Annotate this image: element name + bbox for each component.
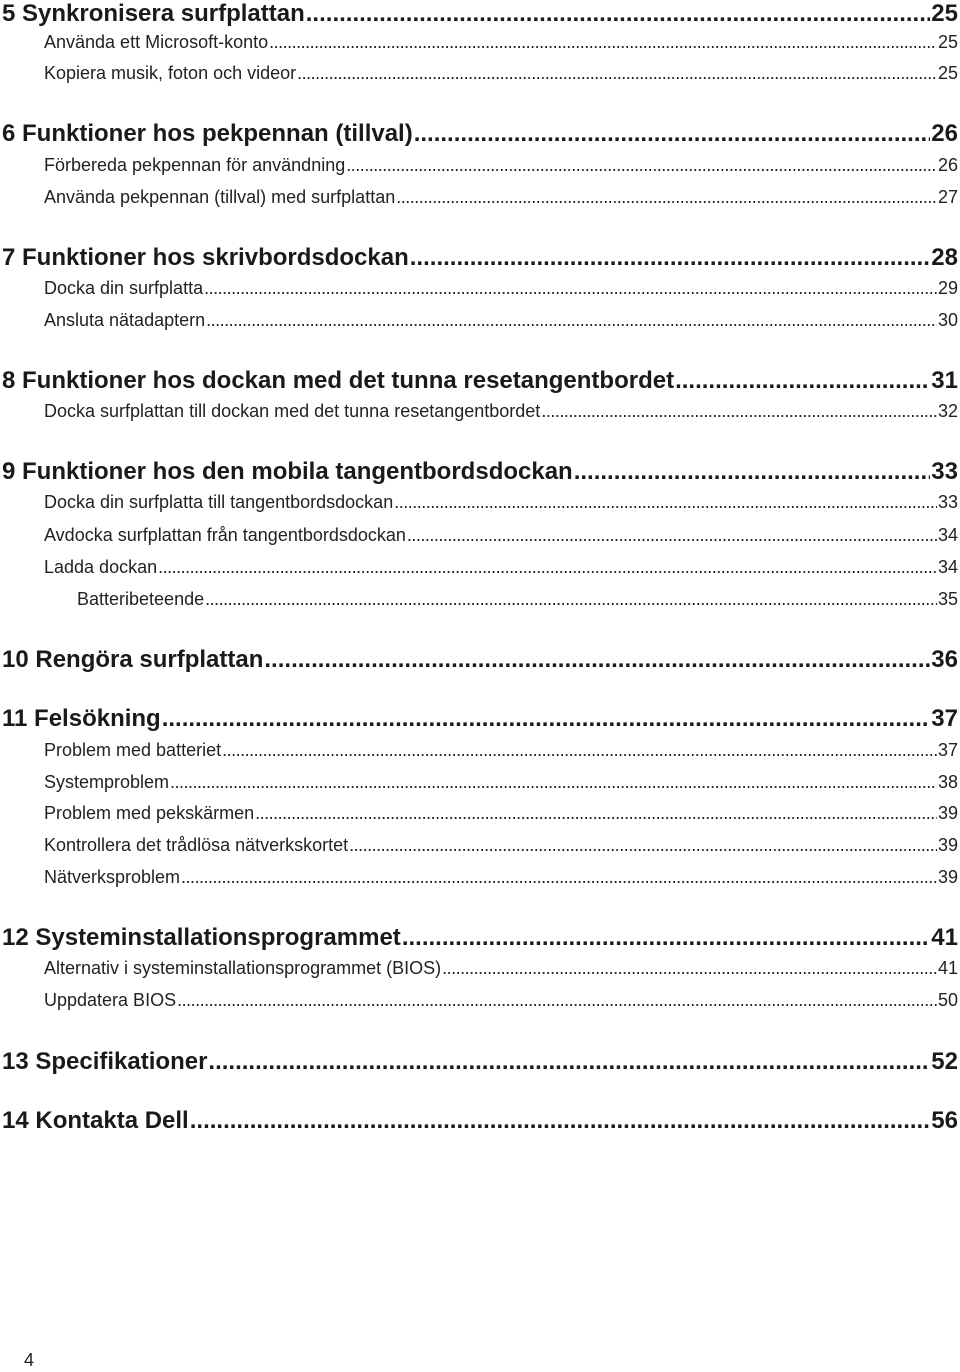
toc-dot-leader <box>255 803 937 824</box>
toc-entry-title: Förbereda pekpennan för användning <box>44 155 346 175</box>
toc-entry-title: Docka surfplattan till dockan med det tunna resetangentbordet <box>44 401 541 421</box>
toc-entry-page: 33 <box>931 458 958 485</box>
toc-dot-leader <box>410 244 931 272</box>
toc-entry-title: 13 Specifikationer <box>2 1048 208 1075</box>
toc-entry-title: 11 Felsökning <box>2 705 161 732</box>
toc-entry-title: Kontrollera det trådlösa nätverkskortet <box>44 835 349 855</box>
toc-entry-title: Alternativ i systeminstallationsprogrammet (BIOS) <box>44 958 442 978</box>
toc-entry-page: 29 <box>937 278 958 298</box>
toc-entry-title: Använda ett Microsoft-konto <box>44 32 269 52</box>
toc-entry-title: Problem med batteriet <box>44 740 222 760</box>
toc-entry-section[interactable] <box>0 525 960 546</box>
toc-entry-page: 52 <box>931 1048 958 1075</box>
toc-entry-chapter[interactable] <box>0 1048 960 1076</box>
toc-entry-section[interactable] <box>0 803 960 824</box>
toc-entry-section[interactable] <box>0 772 960 793</box>
toc-entry-page: 41 <box>931 924 958 951</box>
toc-entry-page: 37 <box>931 705 958 732</box>
toc-entry-section[interactable] <box>0 835 960 856</box>
toc-dot-leader <box>208 1048 930 1076</box>
toc-entry-section[interactable] <box>0 187 960 208</box>
toc-entry-page: 33 <box>937 492 958 512</box>
toc-entry-chapter[interactable] <box>0 646 960 674</box>
toc-dot-leader <box>306 0 931 28</box>
toc-entry-section[interactable] <box>0 958 960 979</box>
toc-entry-title: 6 Funktioner hos pekpennan (tillval) <box>2 120 413 147</box>
toc-entry-page: 56 <box>931 1107 958 1134</box>
toc-entry-section[interactable] <box>0 63 960 84</box>
toc-entry-chapter[interactable] <box>0 244 960 272</box>
toc-entry-title: 8 Funktioner hos dockan med det tunna resetangentbordet <box>2 367 675 394</box>
toc-entry-title: Ladda dockan <box>44 557 158 577</box>
toc-entry-chapter[interactable] <box>0 367 960 395</box>
toc-entry-section[interactable] <box>0 155 960 176</box>
toc-dot-leader <box>222 740 937 761</box>
toc-dot-leader <box>349 835 937 856</box>
toc-entry-section[interactable] <box>0 557 960 578</box>
toc-entry-title: 9 Funktioner hos den mobila tangentbordsdockan <box>2 458 573 485</box>
toc-entry-title: Avdocka surfplattan från tangentbordsdockan <box>44 525 406 545</box>
toc-entry-title: 12 Systeminstallationsprogrammet <box>2 924 401 951</box>
toc-entry-page: 30 <box>937 310 958 330</box>
toc-entry-section[interactable] <box>0 32 960 53</box>
toc-dot-leader <box>190 1107 931 1135</box>
toc-entry-page: 25 <box>931 0 958 27</box>
toc-entry-page: 38 <box>937 772 958 792</box>
toc-entry-section[interactable] <box>0 740 960 761</box>
toc-entry-title: 7 Funktioner hos skrivbordsdockan <box>2 244 409 271</box>
toc-entry-page: 25 <box>937 32 958 52</box>
toc-dot-leader <box>162 705 931 733</box>
toc-entry-page: 26 <box>937 155 958 175</box>
toc-dot-leader <box>158 557 937 578</box>
toc-dot-leader <box>177 990 937 1011</box>
toc-entry-chapter[interactable] <box>0 924 960 952</box>
toc-entry-chapter[interactable] <box>0 1107 960 1135</box>
toc-entry-title: Använda pekpennan (tillval) med surfplattan <box>44 187 396 207</box>
toc-entry-page: 39 <box>937 867 958 887</box>
toc-entry-chapter[interactable] <box>0 120 960 148</box>
toc-entry-page: 25 <box>937 63 958 83</box>
toc-entry-title: Uppdatera BIOS <box>44 990 177 1010</box>
toc-dot-leader <box>205 589 937 610</box>
toc-entry-page: 28 <box>931 244 958 271</box>
toc-dot-leader <box>407 525 937 546</box>
toc-entry-chapter[interactable] <box>0 705 960 733</box>
toc-entry-page: 36 <box>931 646 958 673</box>
toc-entry-page: 35 <box>937 589 958 609</box>
toc-dot-leader <box>394 492 937 513</box>
toc-entry-page: 50 <box>937 990 958 1010</box>
toc-entry-title: 5 Synkronisera surfplattan <box>2 0 305 27</box>
toc-entry-section[interactable] <box>0 278 960 299</box>
toc-entry-title: Docka din surfplatta <box>44 278 204 298</box>
toc-entry-page: 34 <box>937 557 958 577</box>
toc-entry-page: 37 <box>937 740 958 760</box>
page-number: 4 <box>24 1350 35 1370</box>
toc-entry-title: Batteribeteende <box>77 589 205 609</box>
toc-entry-title: Nätverksproblem <box>44 867 181 887</box>
toc-entry-subsection[interactable] <box>0 589 960 610</box>
toc-entry-title: Kopiera musik, foton och videor <box>44 63 297 83</box>
toc-entry-page: 41 <box>937 958 958 978</box>
toc-entry-page: 31 <box>931 367 958 394</box>
toc-dot-leader <box>675 367 930 395</box>
toc-dot-leader <box>541 401 937 422</box>
toc-entry-section[interactable] <box>0 310 960 331</box>
toc-entry-chapter[interactable] <box>0 0 960 28</box>
toc-dot-leader <box>574 458 931 486</box>
toc-dot-leader <box>442 958 937 979</box>
toc-entry-section[interactable] <box>0 401 960 422</box>
toc-dot-leader <box>264 646 930 674</box>
toc-dot-leader <box>269 32 937 53</box>
toc-entry-page: 26 <box>931 120 958 147</box>
toc-entry-title: Ansluta nätadaptern <box>44 310 206 330</box>
toc-entry-page: 32 <box>937 401 958 421</box>
toc-dot-leader <box>396 187 937 208</box>
toc-entry-page: 39 <box>937 803 958 823</box>
toc-entry-page: 39 <box>937 835 958 855</box>
toc-dot-leader <box>204 278 937 299</box>
toc-dot-leader <box>206 310 937 331</box>
toc-entry-title: Systemproblem <box>44 772 170 792</box>
toc-entry-title: Problem med pekskärmen <box>44 803 255 823</box>
toc-entry-page: 34 <box>937 525 958 545</box>
toc-dot-leader <box>181 867 937 888</box>
toc-entry-title: 10 Rengöra surfplattan <box>2 646 264 673</box>
toc-entry-section[interactable] <box>0 867 960 888</box>
toc-dot-leader <box>170 772 937 793</box>
toc-entry-title: 14 Kontakta Dell <box>2 1107 189 1134</box>
toc-dot-leader <box>402 924 930 952</box>
toc-entry-title: Docka din surfplatta till tangentbordsdockan <box>44 492 394 512</box>
toc-dot-leader <box>346 155 937 176</box>
toc-entry-section[interactable] <box>0 492 960 513</box>
toc-entry-page: 27 <box>937 187 958 207</box>
toc-dot-leader <box>414 120 931 148</box>
toc-dot-leader <box>297 63 937 84</box>
toc-entry-chapter[interactable] <box>0 458 960 486</box>
toc-entry-section[interactable] <box>0 990 960 1011</box>
